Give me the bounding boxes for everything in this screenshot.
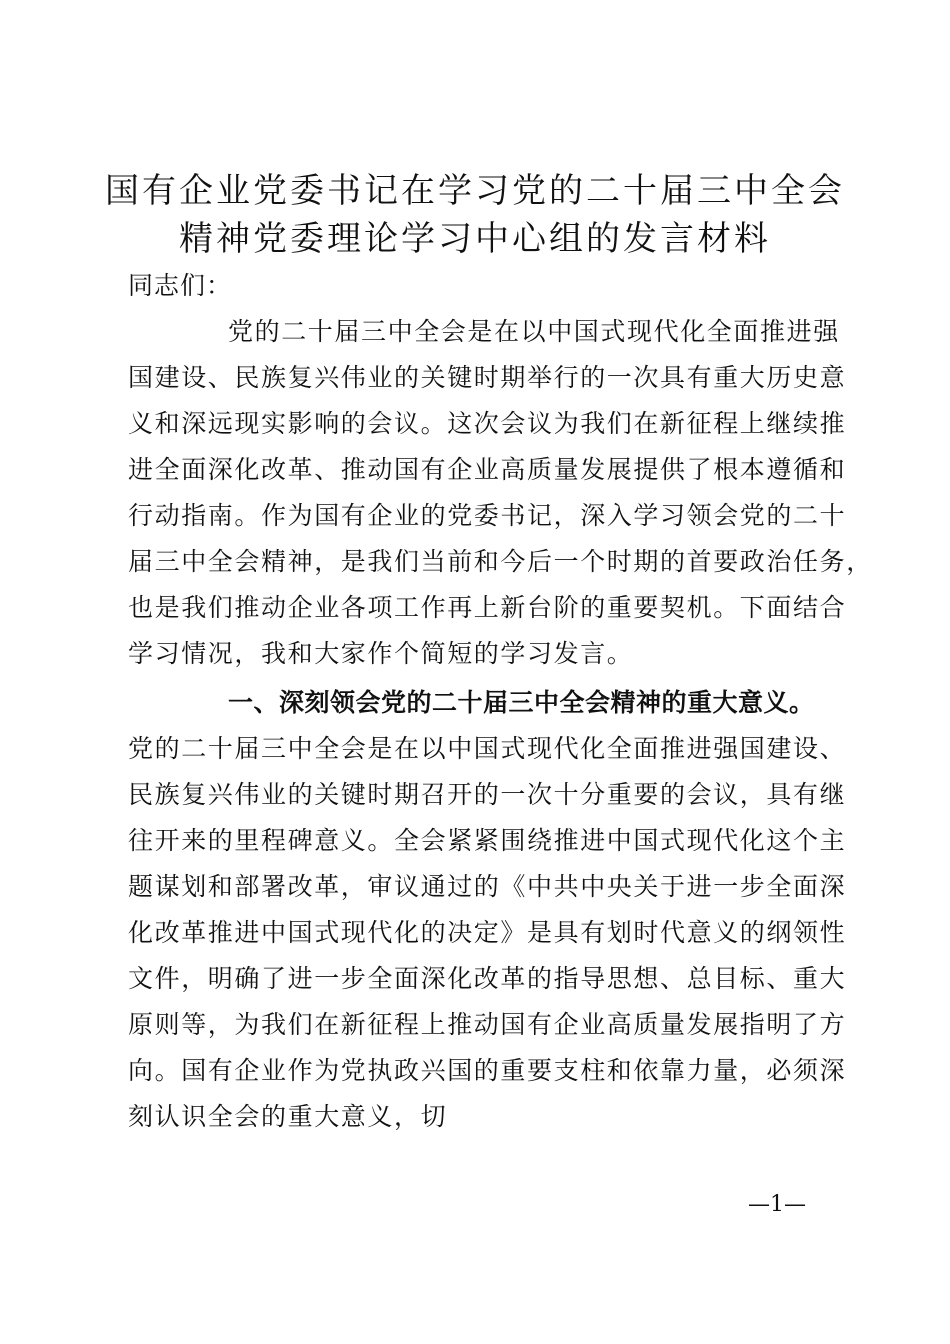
paragraph-line: 党的二十届三中全会是在以中国式现代化全面推进强 — [228, 317, 840, 346]
section-heading: 一、深刻领会党的二十届三中全会精神的重大意义。 — [228, 688, 815, 717]
paragraph-line: 化改革推进中国式现代化的决定》是具有划时代意义的纲领性 — [128, 918, 847, 947]
paragraph-line: 往开来的里程碑意义。全会紧紧围绕推进中国式现代化这个主 — [128, 826, 847, 855]
paragraph-line: 原则等，为我们在新征程上推动国有企业高质量发展指明了方 — [128, 1010, 847, 1039]
paragraph-line: 行动指南。作为国有企业的党委书记，深入学习领会党的二十 — [128, 501, 847, 530]
paragraph-line: 学习情况，我和大家作个简短的学习发言。 — [128, 639, 634, 668]
paragraph-line: 届三中全会精神，是我们当前和今后一个时期的首要政治任务， — [128, 547, 873, 576]
document-title-line-2: 精神党委理论学习中心组的发言材料 — [179, 219, 771, 259]
paragraph-line: 也是我们推动企业各项工作再上新台阶的重要契机。下面结合 — [128, 593, 847, 622]
salutation: 同志们： — [128, 271, 233, 300]
paragraph-line: 国建设、民族复兴伟业的关键时期举行的一次具有重大历史意 — [128, 363, 847, 392]
page-number: —1— — [748, 1192, 806, 1217]
paragraph-line: 刻认识全会的重大意义，切 — [128, 1102, 448, 1131]
paragraph-line: 向。国有企业作为党执政兴国的重要支柱和依靠力量，必须深 — [128, 1056, 847, 1085]
paragraph-line: 党的二十届三中全会是在以中国式现代化全面推进强国建设、 — [128, 734, 847, 763]
paragraph-line: 进全面深化改革、推动国有企业高质量发展提供了根本遵循和 — [128, 455, 847, 484]
paragraph-line: 文件，明确了进一步全面深化改革的指导思想、总目标、重大 — [128, 964, 847, 993]
document-title-line-1: 国有企业党委书记在学习党的二十届三中全会 — [105, 171, 845, 211]
paragraph-line: 民族复兴伟业的关键时期召开的一次十分重要的会议，具有继 — [128, 780, 847, 809]
paragraph-line: 题谋划和部署改革，审议通过的《中共中央关于进一步全面深 — [128, 872, 847, 901]
paragraph-line: 义和深远现实影响的会议。这次会议为我们在新征程上继续推 — [128, 409, 847, 438]
